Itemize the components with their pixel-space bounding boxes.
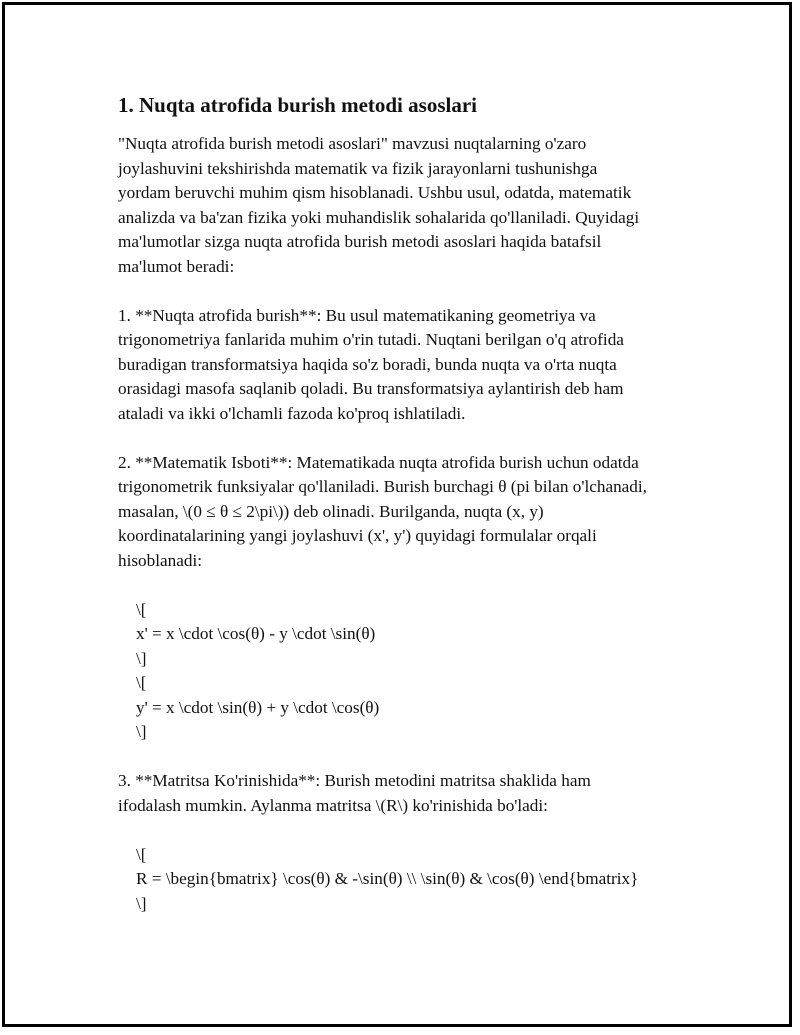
- document-title: 1. Nuqta atrofida burish metodi asoslari: [118, 93, 477, 117]
- formula-line: \]: [136, 893, 147, 913]
- paragraph-line: masalan, \(0 ≤ θ ≤ 2\pi\)) deb olinadi. Burilganda, nuqta (x, y): [118, 501, 544, 521]
- paragraph-line: ataladi va ikki o'lchamli fazoda ko'proq ishlatiladi.: [118, 403, 466, 423]
- formula-line: \[: [136, 599, 147, 619]
- paragraph-line: analizda va ba'zan fizika yoki muhandislik sohalarida qo'llaniladi. Quyidagi: [118, 207, 640, 227]
- paragraph-line: 2. **Matematik Isboti**: Matematikada nuqta atrofida burish uchun odatda: [118, 452, 639, 472]
- formula-line: R = \begin{bmatrix} \cos(θ) & -\sin(θ) \\ \sin(θ) & \cos(θ) \end{bmatrix}: [136, 869, 639, 888]
- section-3-paragraph: [118, 769, 708, 818]
- rotation-formula-block: [118, 598, 708, 745]
- formula-line: \]: [136, 722, 147, 741]
- paragraph-line: hisoblanadi:: [118, 550, 203, 570]
- formula-line: \]: [136, 648, 147, 668]
- formula-line: \[: [136, 844, 147, 864]
- formula-line: \[: [136, 673, 147, 692]
- paragraph-line: buradigan transformatsiya haqida so'z boradi, bunda nuqta va o'rta nuqta: [118, 354, 617, 374]
- paragraph-line: ifodalash mumkin. Aylanma matritsa \(R\) ko'rinishida bo'ladi:: [118, 795, 548, 815]
- formula-line: x' = x \cdot \cos(θ) - y \cdot \sin(θ): [136, 624, 376, 643]
- paragraph-line: yordam beruvchi muhim qism hisoblanadi. Ushbu usul, odatda, matematik: [118, 183, 632, 202]
- paragraph-line: orasidagi masofa saqlanib qoladi. Bu transformatsiya aylantirish deb ham: [118, 379, 624, 398]
- intro-paragraph: [118, 132, 708, 279]
- formula-line: y' = x \cdot \sin(θ) + y \cdot \cos(θ): [136, 697, 380, 717]
- paragraph-line: ma'lumotlar sizga nuqta atrofida burish metodi asoslari haqida batafsil: [118, 232, 602, 251]
- paragraph-line: trigonometrik funksiyalar qo'llaniladi. Burish burchagi θ (pi bilan o'lchanadi,: [118, 477, 647, 496]
- paragraph-line: ma'lumot beradi:: [118, 256, 235, 276]
- section-2-paragraph: [118, 451, 708, 574]
- paragraph-line: "Nuqta atrofida burish metodi asoslari" mavzusi nuqtalarning o'zaro: [118, 134, 587, 153]
- paragraph-line: 1. **Nuqta atrofida burish**: Bu usul matematikaning geometriya va: [118, 305, 596, 325]
- section-1-paragraph: [118, 304, 708, 427]
- paragraph-line: koordinatalarining yangi joylashuvi (x', y') quyidagi formulalar orqali: [118, 526, 597, 545]
- document-body: [118, 92, 708, 916]
- paragraph-line: joylashuvini tekshirishda matematik va fizik jarayonlarni tushunishga: [118, 158, 598, 178]
- matrix-formula-block: [118, 843, 708, 917]
- paragraph-line: 3. **Matritsa Ko'rinishida**: Burish metodini matritsa shaklida ham: [118, 771, 591, 790]
- paragraph-line: trigonometriya fanlarida muhim o'rin tutadi. Nuqtani berilgan o'q atrofida: [118, 330, 624, 349]
